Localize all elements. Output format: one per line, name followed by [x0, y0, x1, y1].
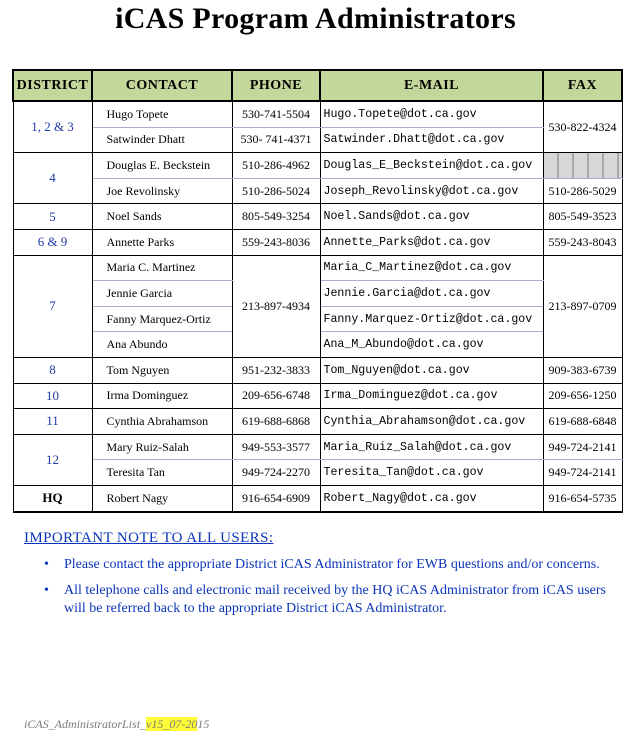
email-cell[interactable]: Teresita_Tan@dot.ca.gov: [320, 460, 543, 486]
fax-cell: 949-724-2141: [543, 434, 622, 460]
email-cell[interactable]: Ana_M_Abundo@dot.ca.gov: [320, 332, 543, 358]
fax-cell-empty: [543, 153, 622, 179]
fax-cell: 510-286-5029: [543, 178, 622, 204]
footer-suffix: 15: [197, 717, 210, 731]
district-cell: 8: [13, 357, 92, 383]
fax-cell: 949-724-2141: [543, 460, 622, 486]
phone-cell: 213-897-4934: [232, 255, 320, 357]
fax-cell: 213-897-0709: [543, 255, 622, 357]
table-row: [13, 178, 622, 204]
email-cell[interactable]: Hugo.Topete@dot.ca.gov: [320, 101, 543, 127]
contact-cell: Ana Abundo: [92, 332, 232, 358]
district-cell: 5: [13, 204, 92, 230]
table-row: [13, 383, 622, 409]
header-district: DISTRICT: [13, 70, 92, 101]
header-contact: CONTACT: [92, 70, 232, 101]
district-cell: 6 & 9: [13, 229, 92, 255]
district-cell: 1, 2 & 3: [13, 101, 92, 153]
note-item: [24, 582, 614, 618]
contact-cell: Mary Ruiz-Salah: [92, 434, 232, 460]
header-email: E-MAIL: [320, 70, 543, 101]
contact-cell: Hugo Topete: [92, 101, 232, 127]
phone-cell: 949-724-2270: [232, 460, 320, 486]
district-cell: 10: [13, 383, 92, 409]
footer-prefix: iCAS_AdministratorList_: [24, 717, 147, 731]
table-row: [13, 204, 622, 230]
document-footer: [24, 717, 209, 732]
phone-cell: 949-553-3577: [232, 434, 320, 460]
email-cell[interactable]: Joseph_Revolinsky@dot.ca.gov: [320, 178, 543, 204]
contact-cell: Irma Dominguez: [92, 383, 232, 409]
contact-cell: Joe Revolinsky: [92, 178, 232, 204]
table-row: [13, 357, 622, 383]
phone-cell: 619-688-6868: [232, 409, 320, 435]
district-cell: 11: [13, 409, 92, 435]
phone-cell: 559-243-8036: [232, 229, 320, 255]
email-cell[interactable]: Maria_C_Martinez@dot.ca.gov: [320, 255, 543, 281]
contact-cell: Cynthia Abrahamson: [92, 409, 232, 435]
table-row: [13, 485, 622, 511]
contact-cell: Satwinder Dhatt: [92, 127, 232, 153]
bullet-icon: •: [44, 557, 49, 572]
table-row: [13, 255, 622, 281]
phone-cell: 951-232-3833: [232, 357, 320, 383]
phone-cell: 209-656-6748: [232, 383, 320, 409]
header-phone: PHONE: [232, 70, 320, 101]
table-row: [13, 127, 622, 153]
email-cell[interactable]: Noel.Sands@dot.ca.gov: [320, 204, 543, 230]
footer-version-highlight: v15_07-20: [146, 717, 198, 731]
table-row: [13, 460, 622, 486]
email-cell[interactable]: Maria_Ruiz_Salah@dot.ca.gov: [320, 434, 543, 460]
contact-cell: Tom Nguyen: [92, 357, 232, 383]
header-fax: FAX: [543, 70, 622, 101]
contact-cell: Maria C. Martinez: [92, 255, 232, 281]
phone-cell: 916-654-6909: [232, 485, 320, 511]
fax-cell: 530-822-4324: [543, 101, 622, 153]
table-row: [13, 409, 622, 435]
fax-cell: 805-549-3523: [543, 204, 622, 230]
important-note-title: IMPORTANT NOTE TO ALL USERS:: [24, 530, 274, 546]
phone-cell: 530- 741-4371: [232, 127, 320, 153]
phone-cell: 510-286-4962: [232, 153, 320, 179]
contact-cell: Jennie Garcia: [92, 281, 232, 307]
table-row: [13, 101, 622, 127]
note-item: [24, 556, 614, 574]
phone-cell: 530-741-5504: [232, 101, 320, 127]
email-cell[interactable]: Robert_Nagy@dot.ca.gov: [320, 485, 543, 511]
district-cell: HQ: [13, 485, 92, 511]
table-row: [13, 434, 622, 460]
contact-cell: Douglas E. Beckstein: [92, 153, 232, 179]
table-header-row: [13, 70, 622, 101]
contact-cell: Fanny Marquez-Ortiz: [92, 306, 232, 332]
email-cell[interactable]: Jennie.Garcia@dot.ca.gov: [320, 281, 543, 307]
note-text: Please contact the appropriate District iCAS Administrator for EWB questions and/or concerns.: [64, 557, 600, 572]
email-cell[interactable]: Douglas_E_Beckstein@dot.ca.gov: [320, 153, 543, 179]
table-row: [13, 153, 622, 179]
district-cell: 4: [13, 153, 92, 204]
fax-cell: 909-383-6739: [543, 357, 622, 383]
page-title: iCAS Program Administrators: [115, 2, 516, 35]
email-cell[interactable]: Cynthia_Abrahamson@dot.ca.gov: [320, 409, 543, 435]
contact-cell: Annette Parks: [92, 229, 232, 255]
district-cell: 7: [13, 255, 92, 357]
bullet-icon: •: [44, 583, 49, 598]
fax-cell: 916-654-5735: [543, 485, 622, 511]
fax-cell: 619-688-6848: [543, 409, 622, 435]
administrators-table: [12, 69, 623, 513]
note-text: All telephone calls and electronic mail received by the HQ iCAS Administrator from iCAS users will be referred back to the appropriate District iCAS Administrator.: [64, 583, 606, 616]
important-note-list: [24, 556, 614, 626]
email-cell[interactable]: Fanny.Marquez-Ortiz@dot.ca.gov: [320, 306, 543, 332]
email-cell[interactable]: Irma_Dominguez@dot.ca.gov: [320, 383, 543, 409]
contact-cell: Teresita Tan: [92, 460, 232, 486]
district-cell: 12: [13, 434, 92, 485]
phone-cell: 805-549-3254: [232, 204, 320, 230]
phone-cell: 510-286-5024: [232, 178, 320, 204]
email-cell[interactable]: Satwinder.Dhatt@dot.ca.gov: [320, 127, 543, 153]
contact-cell: Robert Nagy: [92, 485, 232, 511]
fax-cell: 559-243-8043: [543, 229, 622, 255]
table-row: [13, 229, 622, 255]
contact-cell: Noel Sands: [92, 204, 232, 230]
email-cell[interactable]: Annette_Parks@dot.ca.gov: [320, 229, 543, 255]
email-cell[interactable]: Tom_Nguyen@dot.ca.gov: [320, 357, 543, 383]
fax-cell: 209-656-1250: [543, 383, 622, 409]
